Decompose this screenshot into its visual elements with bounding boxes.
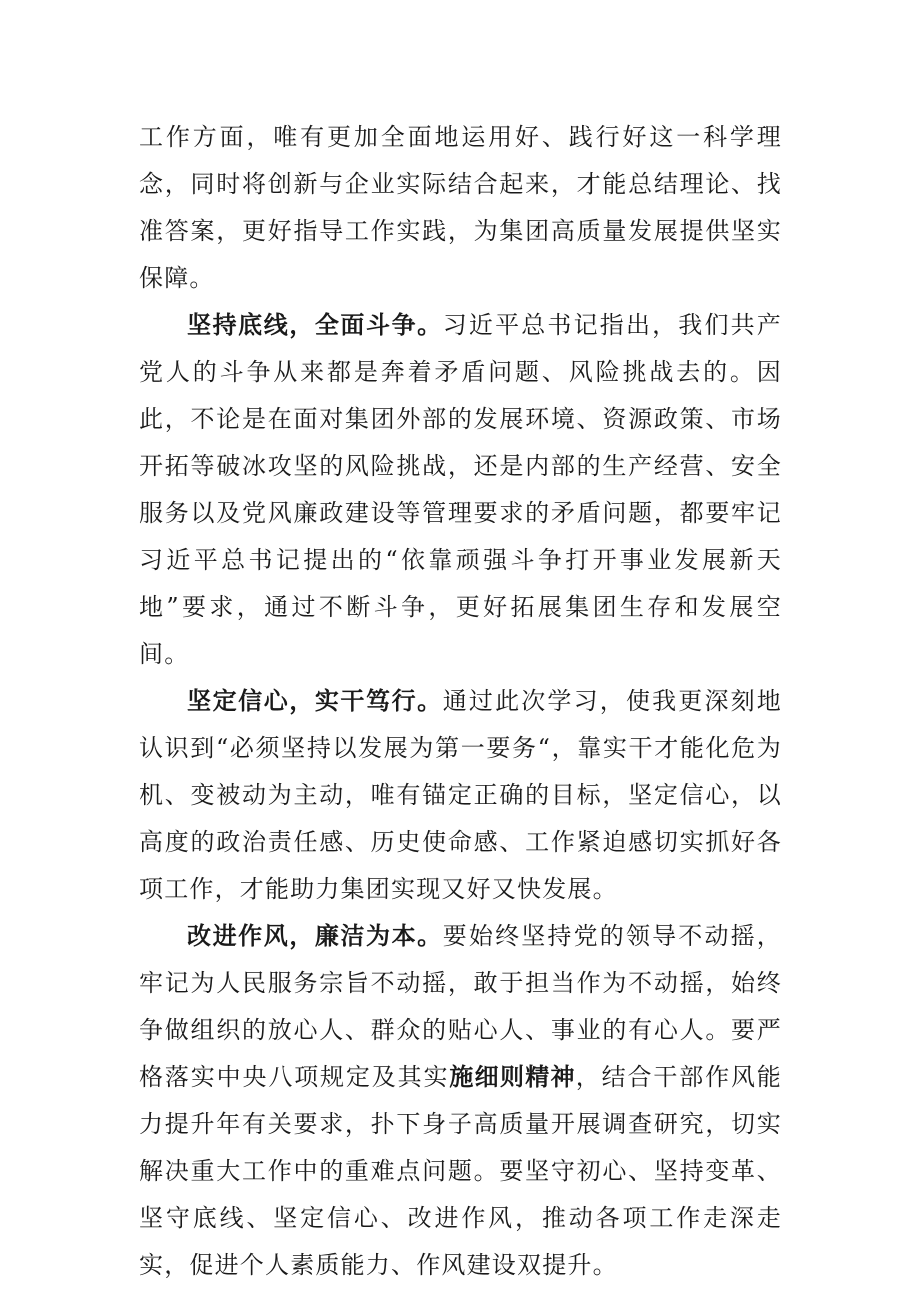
paragraph-4-text-part2: ，结合干部作风能力提升年有关要求，扑下身子高质量开展调查研究，切实解决重大工作中的重难点问题。要坚守初心、坚持变革、坚守底线、坚定信心、改进作风，推动各项工作走深走实，促进个人素质能力、作风建设双提升。: [139, 1063, 783, 1279]
paragraph-3-heading: 坚定信心，实干笃行。: [187, 687, 443, 715]
document-body: [139, 114, 782, 1289]
paragraph-3-text: 通过此次学习，使我更深刻地认识到“必须坚持以发展为第一要务“，靠实干才能化危为机、变被动为主动，唯有锚定正确的目标，坚定信心，以高度的政治责任感、历史使命感、工作紧迫感切实抓好各项工作，才能助力集团实现又好又快发展。: [139, 687, 783, 903]
paragraph-1-text: 工作方面，唯有更加全面地运用好、践行好这一科学理念，同时将创新与企业实际结合起来，才能总结理论、找准答案，更好指导工作实践，为集团高质量发展提供坚实保障。: [139, 123, 782, 292]
paragraph-2-heading: 坚持底线，全面斗争。: [187, 311, 443, 339]
paragraph-2: [139, 302, 782, 678]
paragraph-4-text-part1: 要始终坚持党的领导不动摇，牢记为人民服务宗旨不动摇，敢于担当作为不动摇，始终争做组织的放心人、群众的贴心人、事业的有心人。要严格落实中央八项规定及其实: [139, 922, 783, 1091]
paragraph-4: [139, 913, 782, 1289]
paragraph-3: [139, 678, 782, 913]
paragraph-4-heading: 改进作风，廉洁为本。: [187, 922, 443, 950]
paragraph-4-emphasis: 施细则精神: [449, 1063, 576, 1091]
paragraph-2-text: 习近平总书记指出，我们共产党人的斗争从来都是奔着矛盾问题、风险挑战去的。因此，不论是在面对集团外部的发展环境、资源政策、市场开拓等破冰攻坚的风险挑战，还是内部的生产经营、安全服务以及党风廉政建设等管理要求的矛盾问题，都要牢记习近平总书记提出的“依靠顽强斗争打开事业发展新天地”要求，通过不断斗争，更好拓展集团生存和发展空间。: [139, 311, 783, 668]
paragraph-1: [139, 114, 782, 302]
